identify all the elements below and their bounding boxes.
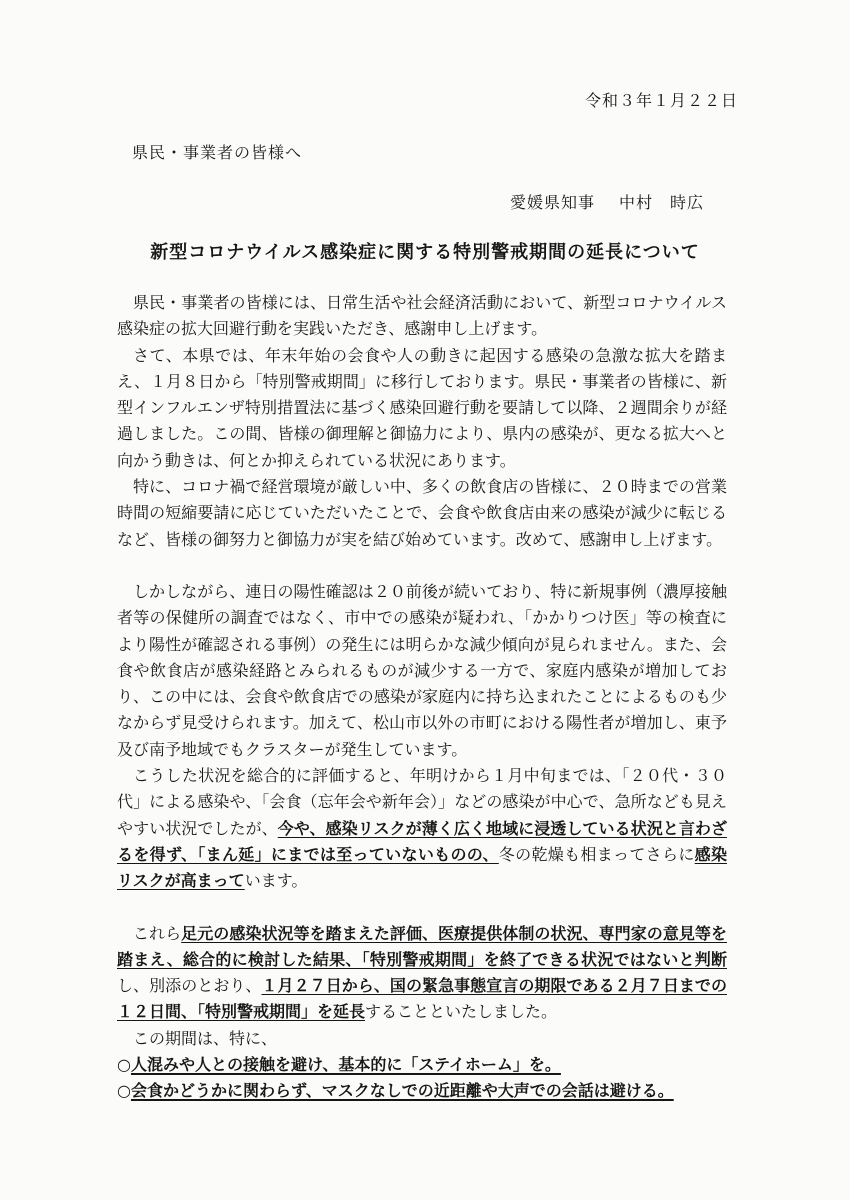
paragraph-5-text: 冬の乾燥も相まってさらに xyxy=(498,844,695,864)
sender-name: 中村 時広 xyxy=(618,193,704,212)
bullet-text: 会食かどうかに関わらず、マスクなしでの近距離や大声での会話は避ける。 xyxy=(130,1081,674,1101)
document-title: 新型コロナウイルス感染症に関する特別警戒期間の延長について xyxy=(150,242,700,263)
paragraph-5-emphasis: 感染リスクが高まって xyxy=(117,844,727,891)
bullet-item xyxy=(117,1052,727,1078)
paragraph-5-text: こうした状況を総合的に評価すると、年明けから１月中旬までは、「２０代・３０代」による感染や、「会食（忘年会や新年会）」などの感染が中心で、急所なども見えやすい状況でしたが、 xyxy=(117,766,727,838)
paragraph-6-emphasis: 足元の感染状況等を踏まえた評価、医療提供体制の状況、専門家の意見等を踏まえ、総合的に検討した結果、「特別警戒期間」を終了できる状況ではないと判断 xyxy=(117,923,727,969)
paragraph-5-emphasis: 今や、感染リスクが薄く広く地域に浸透している状況と言わざるを得ず、「まん延」にまでは至っていないものの、 xyxy=(117,818,727,864)
document-date: 令和３年１月２２日 xyxy=(584,91,738,110)
paragraph-6 xyxy=(117,921,727,1026)
paragraph-6-text: これら xyxy=(133,923,182,943)
bullet-mark: ○ xyxy=(117,1081,131,1101)
paragraph-2: さて、本県では、年末年始の会食や人の動きに起因する感染の急激な拡大を踏まえ、１月８日から「特別警戒期間」に移行しております。県民・事業者の皆様に、新型インフルエンザ特別措置法に基づく感染回避行動を要請して以降、２週間余りが経過しました。この間、皆様の御理解と御協力により、県内の感染が、更なる拡大へと向かう動きは、何とか抑えられている状況にあります。 xyxy=(117,345,727,470)
paragraph-3: 特に、コロナ禍で経営環境が厳しい中、多くの飲食店の皆様に、２０時までの営業時間の短縮要請に応じていただいたことで、会食や飲食店由来の感染が減少に転じるなど、皆様の御努力と御協力が実を結び始めています。改めて、感謝申し上げます。 xyxy=(117,477,727,549)
bullet-text: 人混みや人との接触を避け、基本的に「ステイホーム」を。 xyxy=(130,1055,561,1075)
paragraph-5 xyxy=(117,763,727,894)
paragraph-7: この期間は、特に、 xyxy=(133,1028,278,1048)
paragraph-1: 県民・事業者の皆様には、日常生活や社会経済活動において、新型コロナウイルス感染症の拡大回避行動を実践いただき、感謝申し上げます。 xyxy=(117,293,727,339)
sender-title: 愛媛県知事 xyxy=(509,193,595,212)
recipient-line: 県民・事業者の皆様へ xyxy=(132,143,303,162)
paragraph-6-text: し、別添のとおり、 xyxy=(117,976,262,996)
bullet-item xyxy=(117,1078,727,1104)
paragraph-6-emphasis: １月２７日から、国の緊急事態宣言の期限である２月７日までの１２日間、「特別警戒期間」を延長 xyxy=(117,976,727,1022)
paragraph-4: しかしながら、連日の陽性確認は２０前後が続いており、特に新規事例（濃厚接触者等の保健所の調査ではなく、市中での感染が疑われ、「かかりつけ医」等の検査により陽性が確認される事例）の発生には明らかな減少傾向が見られません。また、会食や飲食店が感染経路とみられるものが減少する一方で、家庭内感染が増加しており、この中には、会食や飲食店での感染が家庭内に持ち込まれたことによるものも少なからず見受けられます。加えて、松山市以外の市町における陽性者が増加し、東予及び南予地域でもクラスターが発生しています。 xyxy=(117,581,727,759)
paragraph-6-text: することといたしました。 xyxy=(365,1002,558,1022)
document-body xyxy=(117,290,727,1105)
paragraph-5-text: います。 xyxy=(244,871,308,891)
sender-line xyxy=(510,190,704,213)
bullet-mark: ○ xyxy=(117,1055,131,1075)
